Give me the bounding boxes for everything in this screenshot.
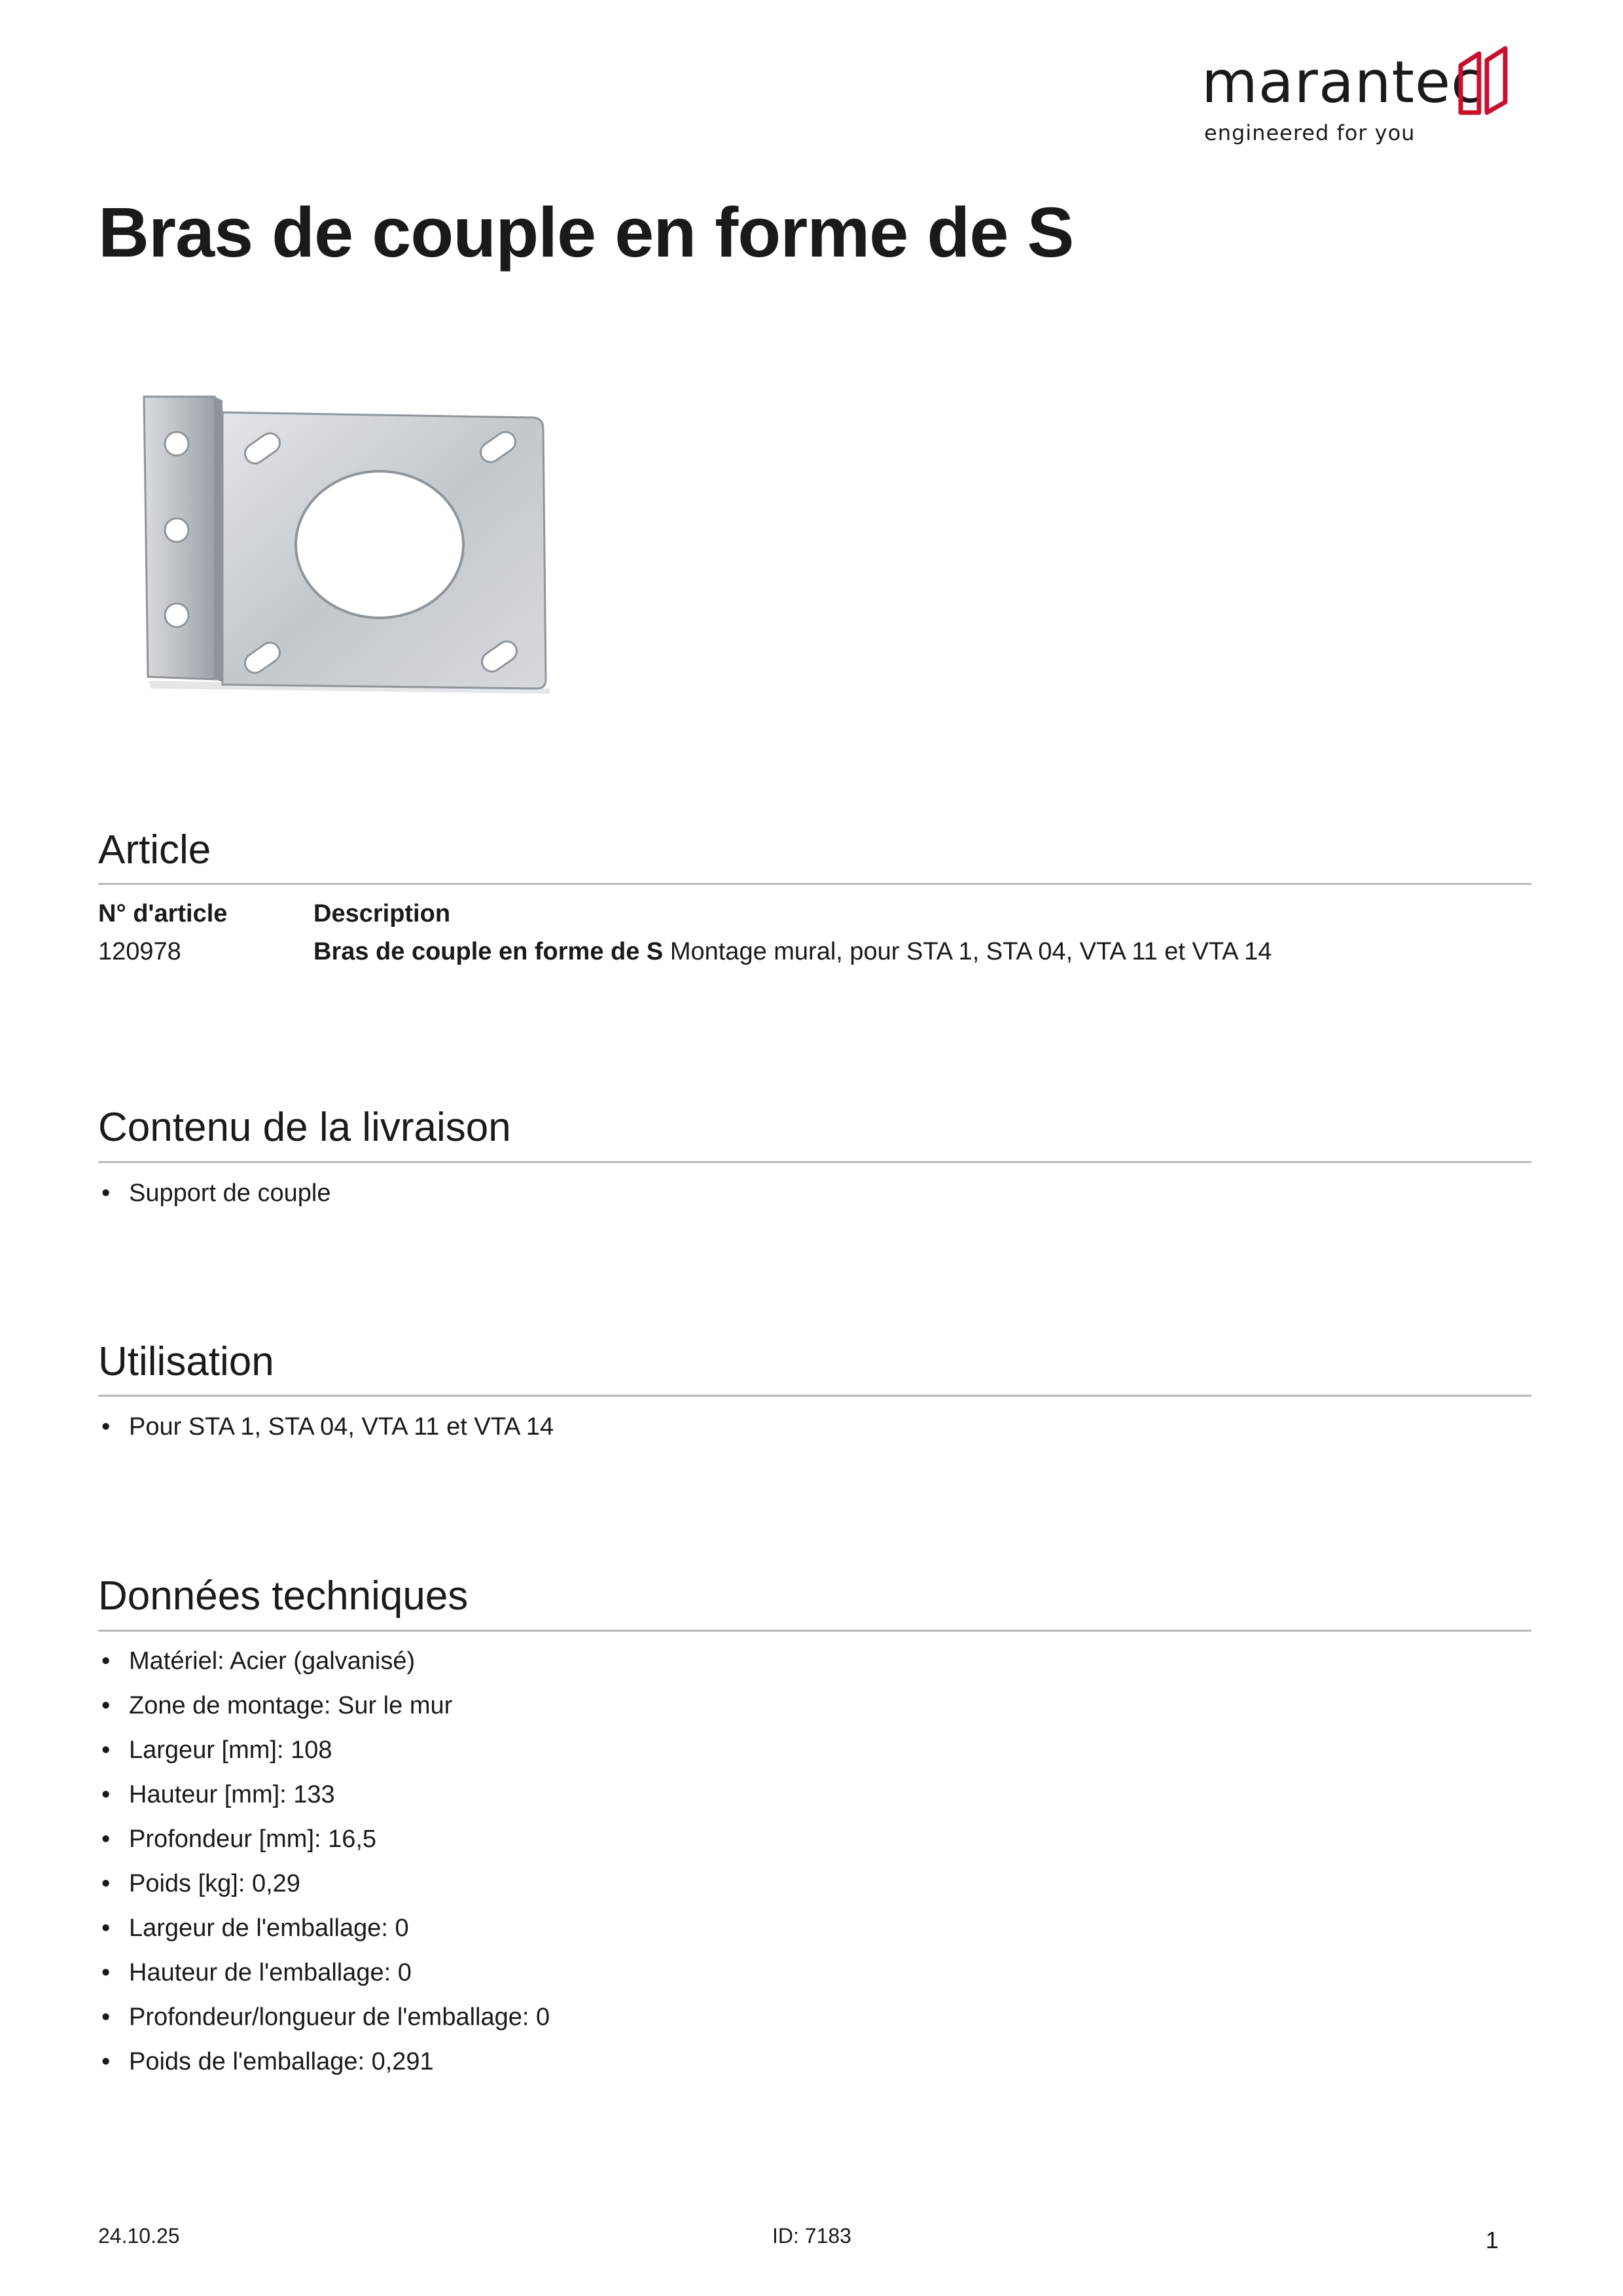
list-item: • Support de couple [101,1179,331,1207]
section-divider [98,1395,1531,1397]
article-description [313,939,1272,964]
article-number: 120978 [98,938,181,965]
brand-logo [1202,43,1503,148]
section-heading-tech: Données techniques [98,1573,469,1619]
footer-date: 24.10.25 [98,2224,180,2248]
page-number: 1 [1486,2227,1499,2253]
footer-id: ID: 7183 [772,2224,851,2248]
list-item: • Largeur [mm]: 108 [101,1736,332,1764]
list-item: • Largeur de l'emballage: 0 [101,1914,409,1942]
article-name: Bras de couple en forme de S [313,938,664,965]
list-item: • Matériel: Acier (galvanisé) [101,1647,416,1675]
bullet: • [101,1413,111,1441]
list-item: • Profondeur [mm]: 16,5 [101,1825,377,1853]
section-divider [98,1630,1531,1632]
section-divider [98,1161,1531,1163]
brand-name: marantec [1202,48,1484,116]
product-photo [98,367,586,736]
list-item: • Hauteur [mm]: 133 [101,1781,335,1808]
section-heading-article: Article [98,827,211,872]
brand-mark-icon [1457,45,1509,118]
usage-list [98,1414,554,1459]
brand-tagline: engineered for you [1204,120,1416,145]
article-description-header: Description [313,900,451,927]
delivery-list [98,1181,330,1225]
list-item: • Pour STA 1, STA 04, VTA 11 et VTA 14 [101,1413,554,1441]
section-heading-usage: Utilisation [98,1339,274,1384]
article-text: Montage mural, pour STA 1, STA 04, VTA 11 et VTA 14 [669,938,1272,965]
list-item: • Hauteur de l'emballage: 0 [101,1959,412,1986]
article-number-header: N° d'article [98,900,228,927]
list-item: • Zone de montage: Sur le mur [101,1692,453,1719]
list-item: • Poids de l'emballage: 0,291 [101,2048,434,2075]
list-item: • Profondeur/longueur de l'emballage: 0 [101,2003,550,2031]
section-heading-delivery: Contenu de la livraison [98,1105,511,1150]
tech-list [98,1649,550,2094]
list-item: • Poids [kg]: 0,29 [101,1870,300,1897]
bullet: • [101,1179,111,1207]
section-divider [98,883,1531,885]
page-title: Bras de couple en forme de S [98,192,1074,272]
